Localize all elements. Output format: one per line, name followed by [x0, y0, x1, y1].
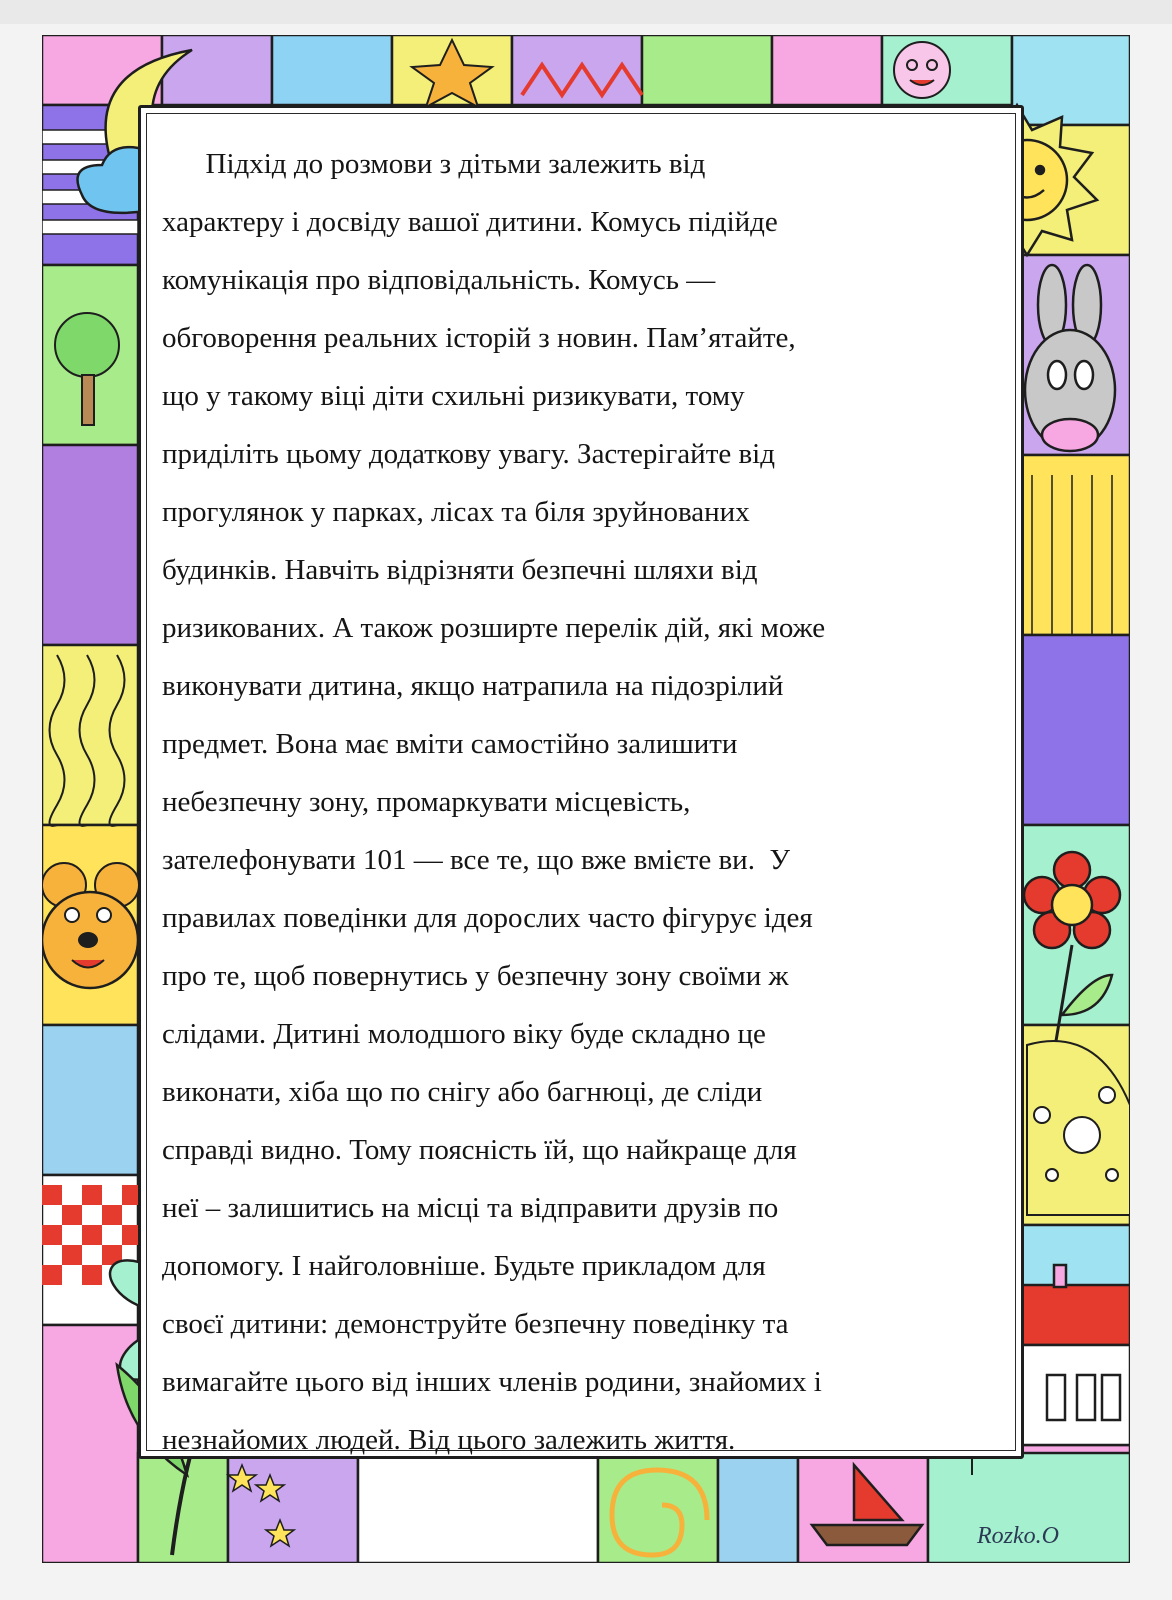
paragraph-line: справді видно. Тому поясність їй, що найкраще для	[162, 1134, 797, 1166]
paragraph-line: предмет. Вона має вміти самостійно залишити	[162, 728, 738, 760]
paragraph-line: ризикованих. А також розширте перелік дій, які може	[162, 612, 826, 644]
paragraph-line: незнайомих людей. Від цього залежить життя.	[162, 1424, 736, 1456]
paragraph-line: комунікація про відповідальність. Комусь —	[162, 264, 716, 296]
paragraph-line: Підхід до розмови з дітьми залежить від	[162, 148, 706, 180]
top-bar	[0, 0, 1172, 24]
main-paragraph	[162, 135, 992, 1469]
paragraph-line: обговорення реальних історій з новин. Пам’ятайте,	[162, 322, 796, 354]
author-signature: Rozko.O	[977, 1523, 1059, 1549]
paragraph-line: вимагайте цього від інших членів родини, знайомих і	[162, 1366, 822, 1398]
paragraph-line: слідами. Дитині молодшого віку буде складно це	[162, 1018, 766, 1050]
paragraph-line: зателефонувати 101 — все те, що вже вмієте ви. У	[162, 844, 790, 876]
document-page	[42, 35, 1130, 1563]
paragraph-line: будинків. Навчіть відрізняти безпечні шляхи від	[162, 554, 758, 586]
paragraph-line: небезпечну зону, промаркувати місцевість,	[162, 786, 691, 818]
paragraph-line: характеру і досвіду вашої дитини. Комусь підійде	[162, 206, 778, 238]
paragraph-line: допомогу. І найголовніше. Будьте прикладом для	[162, 1250, 766, 1282]
paragraph-line: неї – залишитись на місці та відправити друзів по	[162, 1192, 779, 1224]
paragraph-line: що у такому віці діти схильні ризикувати, тому	[162, 380, 745, 412]
paragraph-line: виконати, хіба що по снігу або багнюці, де сліди	[162, 1076, 763, 1108]
paragraph-line: виконувати дитина, якщо натрапила на підозрілий	[162, 670, 784, 702]
paragraph-line: приділіть цьому додаткову увагу. Застерігайте від	[162, 438, 775, 470]
paragraph-line: прогулянок у парках, лісах та біля зруйнованих	[162, 496, 750, 528]
paragraph-line: про те, щоб повернутись у безпечну зону своїми ж	[162, 960, 789, 992]
paragraph-line: правилах поведінки для дорослих часто фігурує ідея	[162, 902, 813, 934]
paragraph-line: своєї дитини: демонструйте безпечну поведінку та	[162, 1308, 789, 1340]
